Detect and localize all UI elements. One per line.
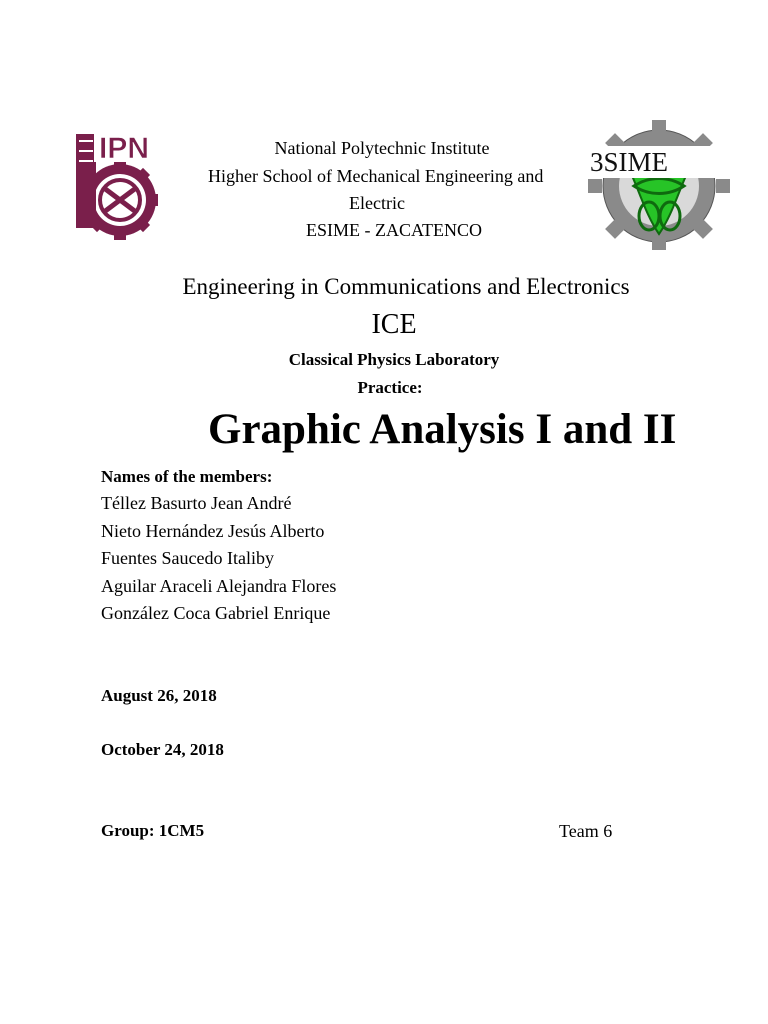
due-date: October 24, 2018 — [101, 740, 224, 759]
esime-logo-lettering: 3SIME — [588, 146, 732, 178]
member-name: Fuentes Saucedo Italiby — [101, 548, 274, 568]
school-name-line-2: Electric — [349, 193, 405, 213]
member-name: Nieto Hernández Jesús Alberto — [101, 520, 325, 541]
members-heading: Names of the members: — [101, 467, 273, 486]
group-label: Group: 1CM5 — [101, 821, 205, 840]
esime-gear-emblem-icon — [584, 116, 734, 250]
team-label: Team 6 — [559, 821, 613, 841]
career-name: Engineering in Communications and Electronics — [182, 274, 630, 299]
school-name-line-1: Higher School of Mechanical Engineering and — [208, 166, 544, 186]
member-name: Téllez Basurto Jean André — [101, 493, 292, 513]
member-name: González Coca Gabriel Enrique — [101, 603, 331, 623]
member-name: Aguilar Araceli Alejandra Flores — [101, 575, 337, 596]
career-abbreviation: ICE — [371, 309, 417, 340]
institution-name: National Polytechnic Institute — [274, 138, 490, 158]
campus-name: ESIME - ZACATENCO — [306, 220, 482, 240]
practice-label: Practice: — [357, 378, 423, 397]
ipn-logo-lettering: IPN — [98, 132, 150, 165]
start-date: August 26, 2018 — [101, 686, 217, 705]
practice-title: Graphic Analysis I and II — [208, 406, 677, 453]
members-list — [101, 490, 336, 628]
laboratory-name: Classical Physics Laboratory — [288, 350, 500, 369]
ipn-emblem-icon — [74, 128, 158, 244]
